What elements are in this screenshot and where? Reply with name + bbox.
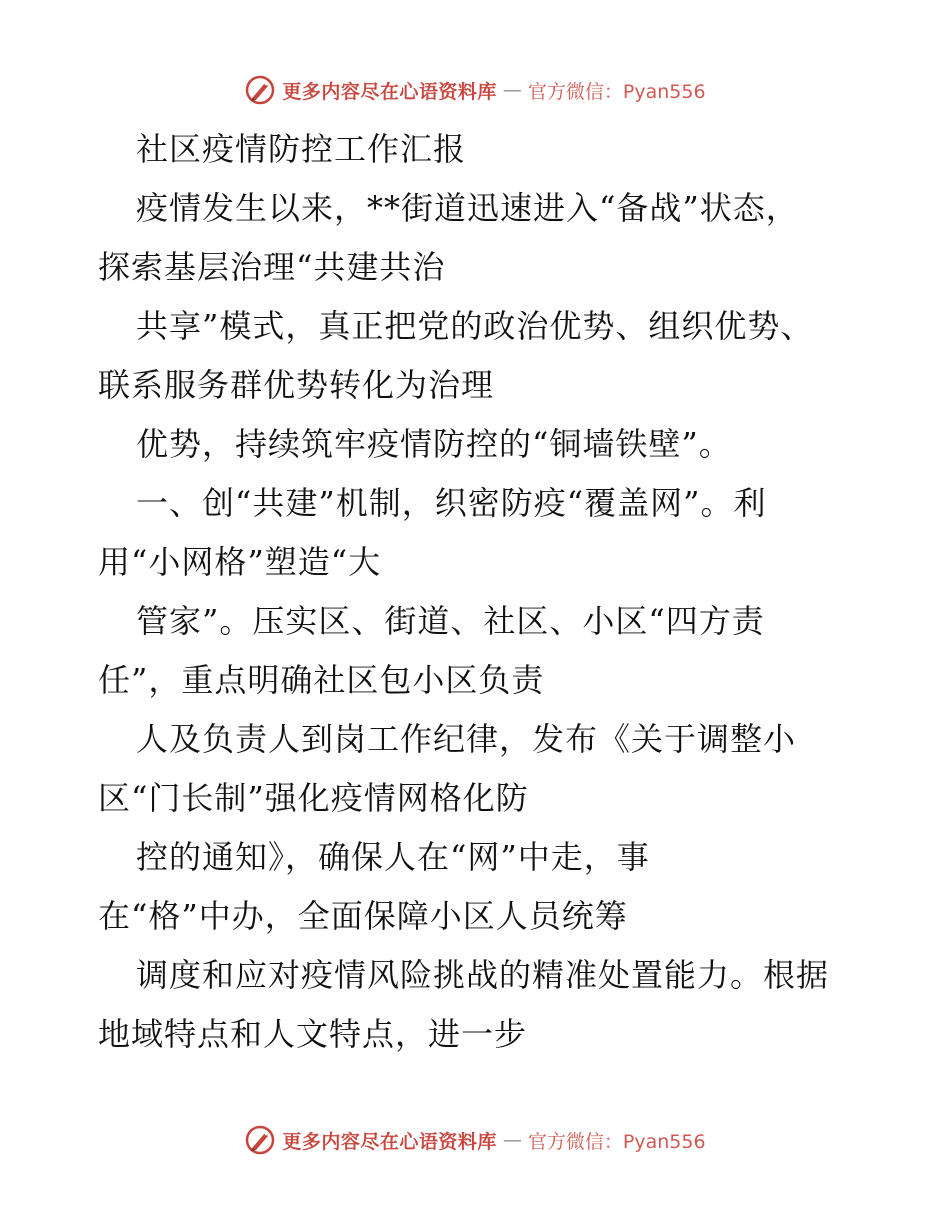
- document-line: 探索基层治理“共建共治: [98, 248, 446, 286]
- document-line: 疫情发生以来，**街道迅速进入“备战”状态，: [136, 189, 799, 227]
- footer-watermark-banner: [0, 1120, 950, 1160]
- header-contact-text: 官方微信：Pyan556: [527, 80, 706, 103]
- document-line: 控的通知》，确保人在“网”中走，事: [136, 838, 650, 876]
- quill-pen-logo-icon: [244, 74, 276, 106]
- document-line: 共享”模式，真正把党的政治优势、组织优势、: [136, 307, 814, 345]
- document-line: 任”，重点明确社区包小区负责: [98, 661, 545, 699]
- header-separator: —: [502, 79, 522, 101]
- document-body: [98, 120, 858, 1064]
- footer-brand-text: 更多内容尽在心语资料库: [282, 1130, 497, 1153]
- header-watermark-banner: [0, 70, 950, 110]
- header-brand-text: 更多内容尽在心语资料库: [282, 80, 497, 103]
- document-line: 联系服务群优势转化为治理: [98, 366, 495, 404]
- document-line: 区“门长制”强化疫情网格化防: [98, 779, 529, 817]
- footer-separator: —: [502, 1129, 522, 1151]
- quill-pen-logo-icon: [244, 1124, 276, 1156]
- document-line: 用“小网格”塑造“大: [98, 543, 382, 581]
- document-title: 社区疫情防控工作汇报: [136, 130, 467, 168]
- document-line: 在“格”中办，全面保障小区人员统筹: [98, 897, 628, 935]
- document-line: 管家”。压实区、街道、社区、小区“四方责: [136, 602, 765, 640]
- document-line: 一、创“共建”机制，织密防疫“覆盖网”。利: [136, 484, 767, 522]
- document-line: 人及负责人到岗工作纪律，发布《关于调整小: [136, 720, 797, 758]
- document-line: 调度和应对疫情风险挑战的精准处置能力。根据: [136, 956, 830, 994]
- document-line: 优势，持续筑牢疫情防控的“铜墙铁壁”。: [136, 425, 732, 463]
- document-line: 地域特点和人文特点，进一步: [98, 1015, 528, 1053]
- footer-contact-text: 官方微信：Pyan556: [527, 1130, 706, 1153]
